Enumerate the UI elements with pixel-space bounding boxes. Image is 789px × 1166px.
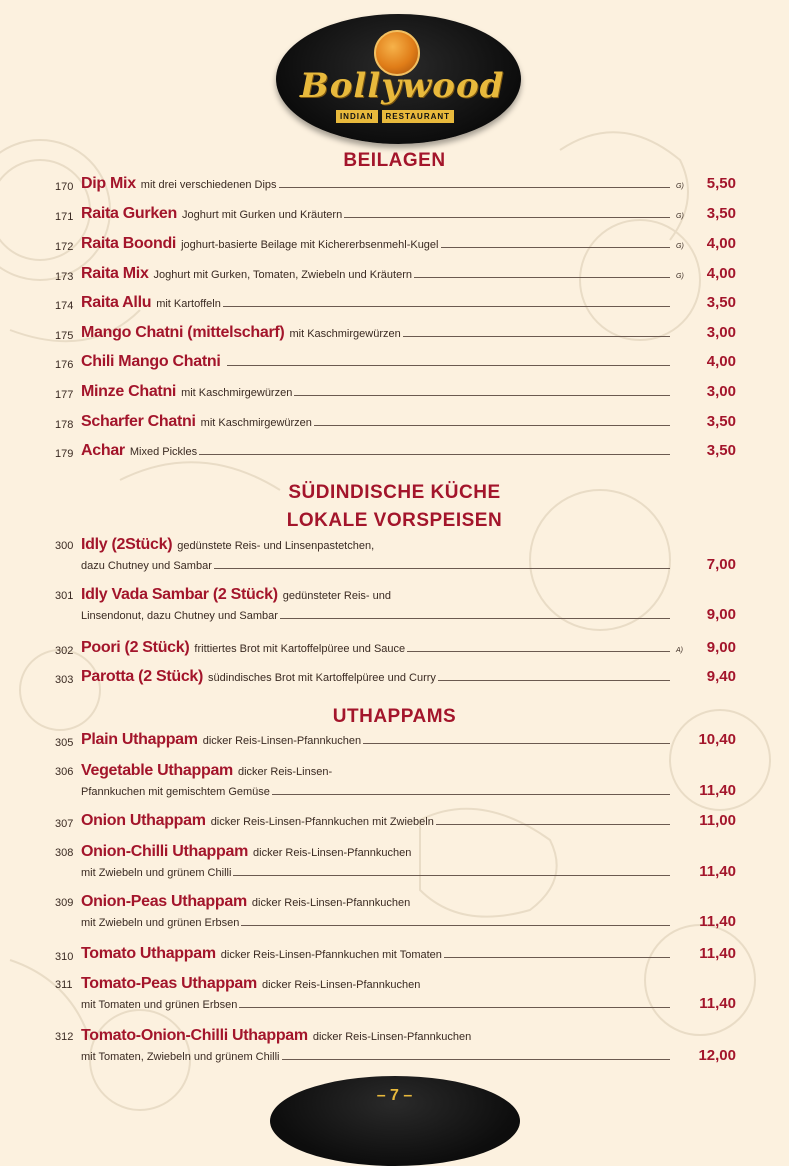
section-title-uthappams: UTHAPPAMS bbox=[332, 706, 457, 727]
item-name: Idly Vada Sambar (2 Stück) bbox=[81, 586, 278, 603]
menu-item bbox=[55, 762, 736, 802]
item-description-2: mit Zwiebeln und grünem Chilli bbox=[81, 867, 232, 879]
leader-line bbox=[227, 365, 670, 366]
item-number: 176 bbox=[55, 359, 74, 371]
logo-sub-restaurant: RESTAURANT bbox=[382, 110, 455, 123]
leader-line bbox=[314, 425, 670, 426]
leader-line bbox=[272, 794, 670, 795]
item-name: Scharfer Chatni bbox=[81, 413, 196, 430]
leader-line bbox=[407, 651, 670, 652]
menu-item bbox=[55, 975, 736, 1015]
item-description: mit Kaschmirgewürzen bbox=[289, 328, 401, 340]
item-price: 11,00 bbox=[699, 812, 736, 829]
item-name: Tomato Uthappam bbox=[81, 945, 216, 962]
item-allergen: G) bbox=[676, 273, 684, 280]
item-price: 11,40 bbox=[699, 782, 736, 799]
item-description-2: Pfannkuchen mit gemischtem Gemüse bbox=[81, 786, 270, 798]
item-price: 12,00 bbox=[698, 1047, 736, 1064]
item-line bbox=[81, 893, 410, 911]
item-price: 9,00 bbox=[706, 606, 736, 623]
leader-line bbox=[199, 454, 670, 455]
item-price: 4,00 bbox=[706, 235, 736, 252]
leader-line bbox=[294, 395, 670, 396]
item-description: dicker Reis-Linsen-Pfannkuchen bbox=[253, 847, 412, 859]
menu-item bbox=[55, 811, 736, 833]
item-description: dicker Reis-Linsen-Pfannkuchen bbox=[202, 735, 362, 747]
item-number: 310 bbox=[55, 951, 74, 963]
item-description: dicker Reis-Linsen-Pfannkuchen bbox=[251, 897, 411, 909]
menu-item bbox=[55, 352, 736, 374]
item-description: südindisches Brot mit Kartoffelpüree und Curry bbox=[208, 672, 436, 684]
item-description-2: Linsendonut, dazu Chutney und Sambar bbox=[81, 610, 278, 622]
item-line bbox=[81, 175, 736, 193]
item-name: Mango Chatni (mittelscharf) bbox=[81, 324, 285, 341]
item-number: 302 bbox=[55, 645, 74, 657]
item-name: Tomato-Onion-Chilli Uthappam bbox=[81, 1027, 308, 1044]
item-description: dicker Reis-Linsen-Pfannkuchen mit Zwiebeln bbox=[210, 816, 434, 828]
item-number: 173 bbox=[55, 271, 74, 283]
item-line-2 bbox=[81, 782, 736, 799]
menu-item bbox=[55, 843, 736, 883]
menu-item bbox=[55, 730, 736, 752]
item-line bbox=[81, 205, 736, 223]
item-description: frittiertes Brot mit Kartoffelpüree und Sauce bbox=[194, 643, 406, 655]
item-name: Parotta (2 Stück) bbox=[81, 668, 204, 685]
item-number: 309 bbox=[55, 897, 74, 909]
item-number: 306 bbox=[55, 766, 74, 778]
item-description: dicker Reis-Linsen-Pfannkuchen bbox=[261, 979, 421, 991]
section-title-beilagen: BEILAGEN bbox=[343, 150, 446, 171]
item-line bbox=[81, 324, 736, 342]
leader-line bbox=[280, 618, 670, 619]
item-description-2: dazu Chutney und Sambar bbox=[81, 560, 212, 572]
leader-line bbox=[239, 1007, 670, 1008]
item-description: mit Kartoffeln bbox=[156, 298, 221, 310]
item-price: 11,40 bbox=[699, 995, 736, 1012]
page-number: – 7 – bbox=[376, 1087, 413, 1104]
item-line bbox=[81, 383, 736, 401]
item-name: Vegetable Uthappam bbox=[81, 762, 233, 779]
item-allergen: G) bbox=[676, 183, 684, 190]
item-line-2 bbox=[81, 863, 736, 880]
item-number: 301 bbox=[55, 590, 74, 602]
item-number: 178 bbox=[55, 419, 74, 431]
item-price: 4,00 bbox=[706, 353, 736, 370]
leader-line bbox=[282, 1059, 671, 1060]
menu-item bbox=[55, 293, 736, 315]
item-name: Raita Allu bbox=[81, 294, 152, 311]
menu-item bbox=[55, 382, 736, 404]
item-allergen: G) bbox=[676, 243, 684, 250]
item-line-2 bbox=[81, 913, 736, 930]
menu-item bbox=[55, 174, 736, 196]
menu-item bbox=[55, 264, 736, 286]
menu-item bbox=[55, 536, 736, 576]
item-number: 175 bbox=[55, 330, 74, 342]
item-number: 303 bbox=[55, 674, 74, 686]
item-line bbox=[81, 353, 736, 371]
item-number: 300 bbox=[55, 540, 74, 552]
item-description: dicker Reis-Linsen- bbox=[237, 766, 333, 778]
menu-item bbox=[55, 204, 736, 226]
menu-item bbox=[55, 323, 736, 345]
item-description-2: mit Tomaten und grünen Erbsen bbox=[81, 999, 238, 1011]
item-line bbox=[81, 413, 736, 431]
item-allergen: A) bbox=[676, 647, 683, 654]
section-title-suedindisch: SÜDINDISCHE KÜCHE bbox=[288, 482, 501, 503]
menu-item bbox=[55, 638, 736, 660]
item-line bbox=[81, 1027, 471, 1045]
menu-item bbox=[55, 944, 736, 966]
menu-item bbox=[55, 586, 736, 626]
item-name: Raita Mix bbox=[81, 265, 149, 282]
item-name: Poori (2 Stück) bbox=[81, 639, 190, 656]
item-price: 7,00 bbox=[706, 556, 736, 573]
item-price: 10,40 bbox=[698, 731, 736, 748]
leader-line bbox=[403, 336, 670, 337]
item-number: 305 bbox=[55, 737, 74, 749]
item-price: 3,00 bbox=[706, 324, 736, 341]
leader-line bbox=[241, 925, 670, 926]
leader-line bbox=[441, 247, 671, 248]
item-line bbox=[81, 668, 736, 686]
item-description: joghurt-basierte Beilage mit Kichererbsenmehl-Kugel bbox=[181, 239, 439, 251]
leader-line bbox=[436, 824, 670, 825]
item-description-2: mit Zwiebeln und grünen Erbsen bbox=[81, 917, 240, 929]
item-number: 179 bbox=[55, 448, 74, 460]
item-name: Idly (2Stück) bbox=[81, 536, 173, 553]
item-line bbox=[81, 843, 411, 861]
item-price: 11,40 bbox=[699, 863, 736, 880]
item-line bbox=[81, 975, 420, 993]
item-name: Onion-Chilli Uthappam bbox=[81, 843, 249, 860]
item-price: 3,00 bbox=[706, 383, 736, 400]
item-name: Achar bbox=[81, 442, 125, 459]
item-line bbox=[81, 731, 736, 749]
item-name: Chili Mango Chatni bbox=[81, 353, 221, 370]
item-number: 312 bbox=[55, 1031, 74, 1043]
item-name: Onion Uthappam bbox=[81, 812, 206, 829]
item-description: mit drei verschiedenen Dips bbox=[140, 179, 277, 191]
logo-sub-indian: INDIAN bbox=[336, 110, 378, 123]
item-price: 3,50 bbox=[706, 442, 736, 459]
section-title-vorspeisen: LOKALE VORSPEISEN bbox=[286, 510, 503, 531]
item-line bbox=[81, 812, 736, 830]
menu-item bbox=[55, 667, 736, 689]
logo-subtitle bbox=[310, 110, 480, 123]
item-name: Onion-Peas Uthappam bbox=[81, 893, 247, 910]
item-name: Raita Boondi bbox=[81, 235, 177, 252]
item-description: dicker Reis-Linsen-Pfannkuchen mit Tomaten bbox=[220, 949, 442, 961]
item-line bbox=[81, 442, 736, 460]
item-line-2 bbox=[81, 1047, 736, 1064]
item-line-2 bbox=[81, 556, 736, 573]
item-number: 308 bbox=[55, 847, 74, 859]
item-description: gedünsteter Reis- und bbox=[282, 590, 391, 602]
leader-line bbox=[223, 306, 670, 307]
item-price: 5,50 bbox=[706, 175, 736, 192]
leader-line bbox=[214, 568, 670, 569]
item-price: 4,00 bbox=[706, 265, 736, 282]
item-name: Dip Mix bbox=[81, 175, 136, 192]
item-line bbox=[81, 586, 391, 604]
leader-line bbox=[344, 217, 670, 218]
item-description: Mixed Pickles bbox=[129, 446, 198, 458]
item-allergen: G) bbox=[676, 213, 684, 220]
item-description: dicker Reis-Linsen-Pfannkuchen bbox=[312, 1031, 472, 1043]
item-line bbox=[81, 235, 736, 253]
leader-line bbox=[438, 680, 670, 681]
item-price: 11,40 bbox=[699, 913, 736, 930]
item-number: 174 bbox=[55, 300, 74, 312]
item-number: 172 bbox=[55, 241, 74, 253]
item-name: Raita Gurken bbox=[81, 205, 177, 222]
item-line bbox=[81, 536, 374, 554]
leader-line bbox=[414, 277, 670, 278]
item-line bbox=[81, 639, 736, 657]
leader-line bbox=[363, 743, 670, 744]
item-number: 171 bbox=[55, 211, 74, 223]
item-description-2: mit Tomaten, Zwiebeln und grünem Chilli bbox=[81, 1051, 280, 1063]
menu-item bbox=[55, 412, 736, 434]
item-description: mit Kaschmirgewürzen bbox=[200, 417, 312, 429]
leader-line bbox=[444, 957, 670, 958]
item-description: mit Kaschmirgewürzen bbox=[181, 387, 293, 399]
item-description: Joghurt mit Gurken und Kräutern bbox=[182, 209, 343, 221]
item-number: 177 bbox=[55, 389, 74, 401]
item-price: 3,50 bbox=[706, 413, 736, 430]
item-price: 3,50 bbox=[706, 205, 736, 222]
leader-line bbox=[233, 875, 670, 876]
item-price: 9,00 bbox=[706, 639, 736, 656]
item-number: 307 bbox=[55, 818, 74, 830]
item-name: Minze Chatni bbox=[81, 383, 177, 400]
leader-line bbox=[279, 187, 670, 188]
item-line bbox=[81, 265, 736, 283]
item-description: Joghurt mit Gurken, Tomaten, Zwiebeln und Kräutern bbox=[153, 269, 412, 281]
item-price: 11,40 bbox=[699, 945, 736, 962]
item-line bbox=[81, 294, 736, 312]
item-price: 3,50 bbox=[706, 294, 736, 311]
menu-item bbox=[55, 234, 736, 256]
item-description: gedünstete Reis- und Linsenpastetchen, bbox=[177, 540, 375, 552]
item-name: Plain Uthappam bbox=[81, 731, 198, 748]
item-line-2 bbox=[81, 606, 736, 623]
item-price: 9,40 bbox=[706, 668, 736, 685]
item-number: 311 bbox=[55, 979, 73, 991]
item-name: Tomato-Peas Uthappam bbox=[81, 975, 257, 992]
item-line bbox=[81, 945, 736, 963]
menu-item bbox=[55, 441, 736, 463]
logo-script: Bollywood bbox=[300, 66, 505, 106]
item-line-2 bbox=[81, 995, 736, 1012]
menu-item bbox=[55, 1027, 736, 1067]
item-line bbox=[81, 762, 332, 780]
item-number: 170 bbox=[55, 181, 74, 193]
menu-item bbox=[55, 893, 736, 933]
